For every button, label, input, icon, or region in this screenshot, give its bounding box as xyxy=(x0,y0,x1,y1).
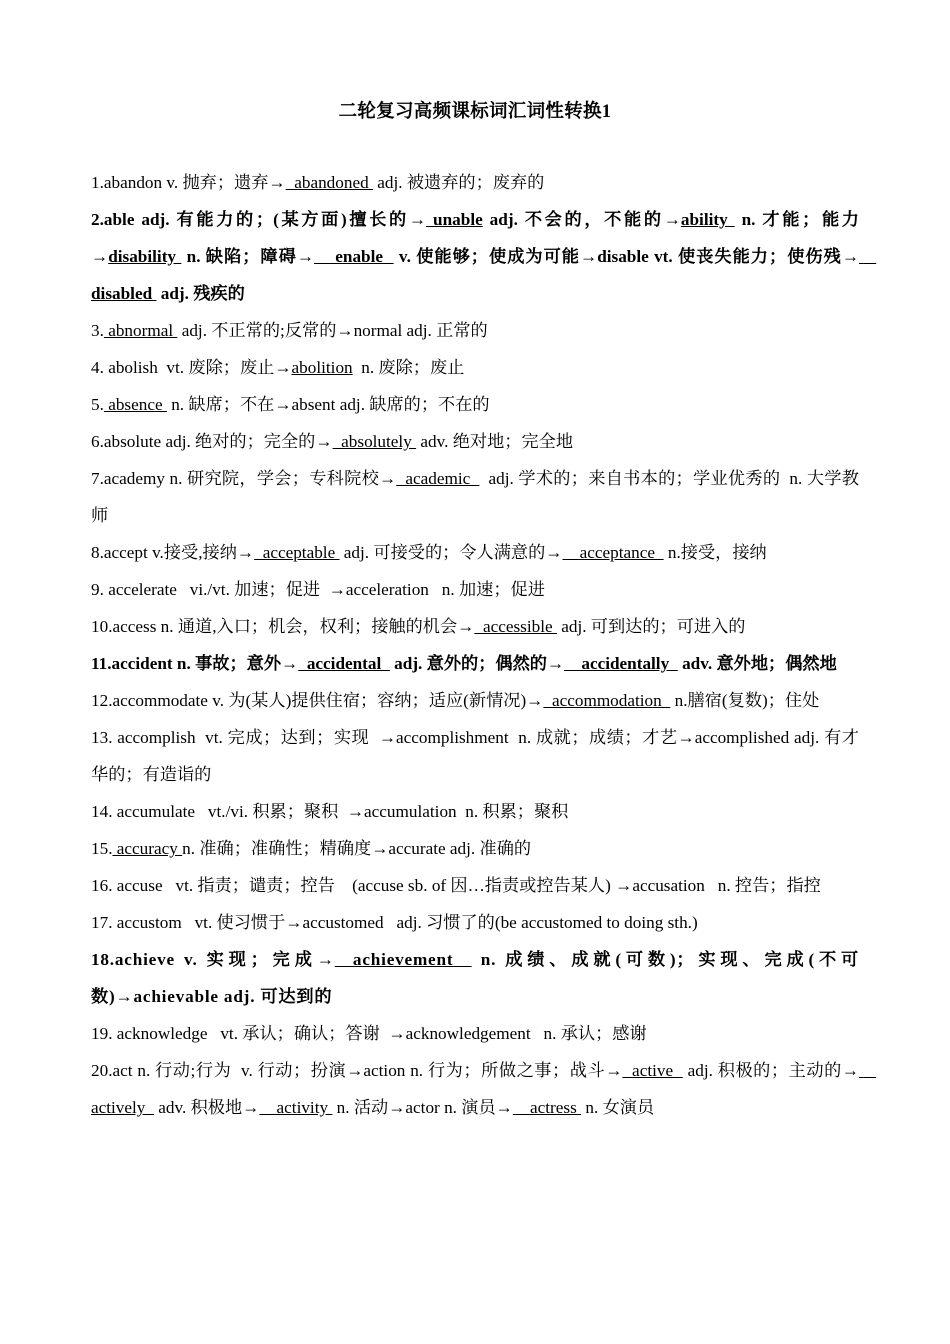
answer-blank: ability xyxy=(680,210,735,229)
entry-text: n. 缺陷；障碍→ xyxy=(181,247,315,266)
entry-text: adj. 被遗弃的；废弃的 xyxy=(372,173,545,192)
vocab-entry xyxy=(91,312,859,349)
entry-text: 5. xyxy=(91,395,104,414)
entry-text: adv. 绝对地；完全地 xyxy=(416,432,574,451)
entry-text: 16. accuse vt. 指责；谴责；控告 (accuse sb. of 因…指责或控告某人) →accusation n. 控告；指控 xyxy=(91,876,821,895)
answer-blank: accommodation xyxy=(543,691,671,710)
entry-text: 13. accomplish vt. 完成；达到；实现 →accomplishment n. 成就；成绩；才艺→accomplished adj. 有才华的；有造诣的 xyxy=(91,728,859,784)
vocab-entry xyxy=(91,534,859,571)
vocab-entry xyxy=(91,941,859,1015)
entry-text: 15. xyxy=(91,839,113,858)
vocab-entry xyxy=(91,608,859,645)
entry-text: adv. 积极地→ xyxy=(154,1098,260,1117)
entry-text: 8.accept v.接受,接纳→ xyxy=(91,543,255,562)
answer-blank: acceptance xyxy=(562,543,664,562)
entry-text: adj. 不正常的;反常的→normal adj. 正常的 xyxy=(177,321,488,340)
vocab-entry xyxy=(91,349,859,386)
entry-text: 6.absolute adj. 绝对的；完全的→ xyxy=(91,432,333,451)
entry-text: adj. 不会的，不能的→ xyxy=(482,210,681,229)
entry-text: 14. accumulate vt./vi. 积累；聚积 →accumulation n. 积累；聚积 xyxy=(91,802,569,821)
vocab-entry xyxy=(91,682,859,719)
vocab-entry xyxy=(91,867,859,904)
entry-text: adj. 可到达的；可进入的 xyxy=(556,617,746,636)
entry-text: n. 女演员 xyxy=(581,1098,655,1117)
entry-text: 18.achieve v. 实现；完成→ xyxy=(91,950,335,969)
vocab-entry xyxy=(91,423,859,460)
entry-text: n. 活动→actor n. 演员→ xyxy=(332,1098,513,1117)
vocab-entry xyxy=(91,571,859,608)
answer-blank: actress xyxy=(512,1098,582,1117)
entry-text: 10.access n. 通道,入口；机会，权利；接触的机会→ xyxy=(91,617,475,636)
entry-text: adj. 积极的；主动的→ xyxy=(682,1061,859,1080)
entry-text: adj. 意外的；偶然的→ xyxy=(389,654,565,673)
answer-blank: abolition xyxy=(291,358,353,377)
vocab-entry xyxy=(91,164,859,201)
entry-text: n. 缺席；不在→absent adj. 缺席的；不在的 xyxy=(166,395,490,414)
entry-text: adj. 残疾的 xyxy=(156,284,245,303)
answer-blank: absolutely xyxy=(332,432,417,451)
entry-text: 3. xyxy=(91,321,104,340)
entry-text: v. 使能够；使成为可能→disable vt. 使丧失能力；使伤残→ xyxy=(393,247,860,266)
entry-text: 12.accommodate v. 为(某人)提供住宿；容纳；适应(新情况)→ xyxy=(91,691,544,710)
entry-text: 20.act n. 行动;行为 v. 行动；扮演→action n. 行为；所做之事；战斗→ xyxy=(91,1061,623,1080)
answer-blank: acceptable xyxy=(254,543,340,562)
answer-blank: activity xyxy=(259,1098,333,1117)
entry-text: adj. 学术的；来自书本的；学业优秀的 n. 大学教师 xyxy=(91,469,859,525)
answer-blank: achievement xyxy=(334,950,472,969)
answer-blank: accidentally xyxy=(564,654,678,673)
entry-text: 1.abandon v. 抛弃；遗弃→ xyxy=(91,173,286,192)
document-title: 二轮复习高频课标词汇词性转换1 xyxy=(338,102,612,122)
vocab-entry xyxy=(91,793,859,830)
answer-blank: accessible xyxy=(474,617,557,636)
vocabulary-list xyxy=(91,164,877,1126)
answer-blank: disability xyxy=(108,247,182,266)
entry-text: n.膳宿(复数)；住处 xyxy=(670,691,820,710)
entry-text: 17. accustom vt. 使习惯于→accustomed adj. 习惯了的(be accustomed to doing sth.) xyxy=(91,913,698,932)
entry-text: n. 准确；准确性；精确度→accurate adj. 准确的 xyxy=(182,839,532,858)
answer-blank: disabled xyxy=(91,247,877,303)
vocab-entry xyxy=(91,1052,877,1126)
entry-text: n.接受，接纳 xyxy=(663,543,767,562)
vocab-entry xyxy=(91,830,859,867)
vocab-entry xyxy=(91,386,859,423)
vocab-entry xyxy=(91,1015,859,1052)
entry-text: adj. 可接受的；令人满意的→ xyxy=(339,543,563,562)
vocab-entry xyxy=(91,904,859,941)
answer-blank: actively xyxy=(91,1061,877,1117)
vocab-entry xyxy=(91,201,877,312)
answer-blank: enable xyxy=(314,247,394,266)
answer-blank: abandoned xyxy=(285,173,373,192)
answer-blank: abnormal xyxy=(103,321,178,340)
entry-text: n. 废除；废止 xyxy=(352,358,465,377)
answer-blank: unable xyxy=(426,210,483,229)
answer-blank: accidental xyxy=(298,654,390,673)
answer-blank: absence xyxy=(103,395,167,414)
vocab-entry xyxy=(91,719,859,793)
entry-text: 9. accelerate vi./vt. 加速；促进 →acceleration n. 加速；促进 xyxy=(91,580,545,599)
entry-text: n. 成绩、成就(可数)；实现、完成(不可数)→achievable adj. 可达到的 xyxy=(91,950,859,1006)
vocab-entry xyxy=(91,645,859,682)
vocab-entry xyxy=(91,460,859,534)
entry-text: 4. abolish vt. 废除；废止→ xyxy=(91,358,292,377)
entry-text: 7.academy n. 研究院，学会；专科院校→ xyxy=(91,469,397,488)
answer-blank: academic xyxy=(396,469,480,488)
entry-text: 19. acknowledge vt. 承认；确认；答谢 →acknowledgement n. 承认；感谢 xyxy=(91,1024,647,1043)
answer-blank: active xyxy=(622,1061,683,1080)
entry-text: 2.able adj. 有能力的；(某方面)擅长的→ xyxy=(91,210,427,229)
entry-text: 11.accident n. 事故；意外→ xyxy=(91,654,299,673)
entry-text: n. 才能；能力→ xyxy=(91,210,859,266)
answer-blank: accuracy xyxy=(112,839,183,858)
entry-text: adv. 意外地；偶然地 xyxy=(677,654,837,673)
